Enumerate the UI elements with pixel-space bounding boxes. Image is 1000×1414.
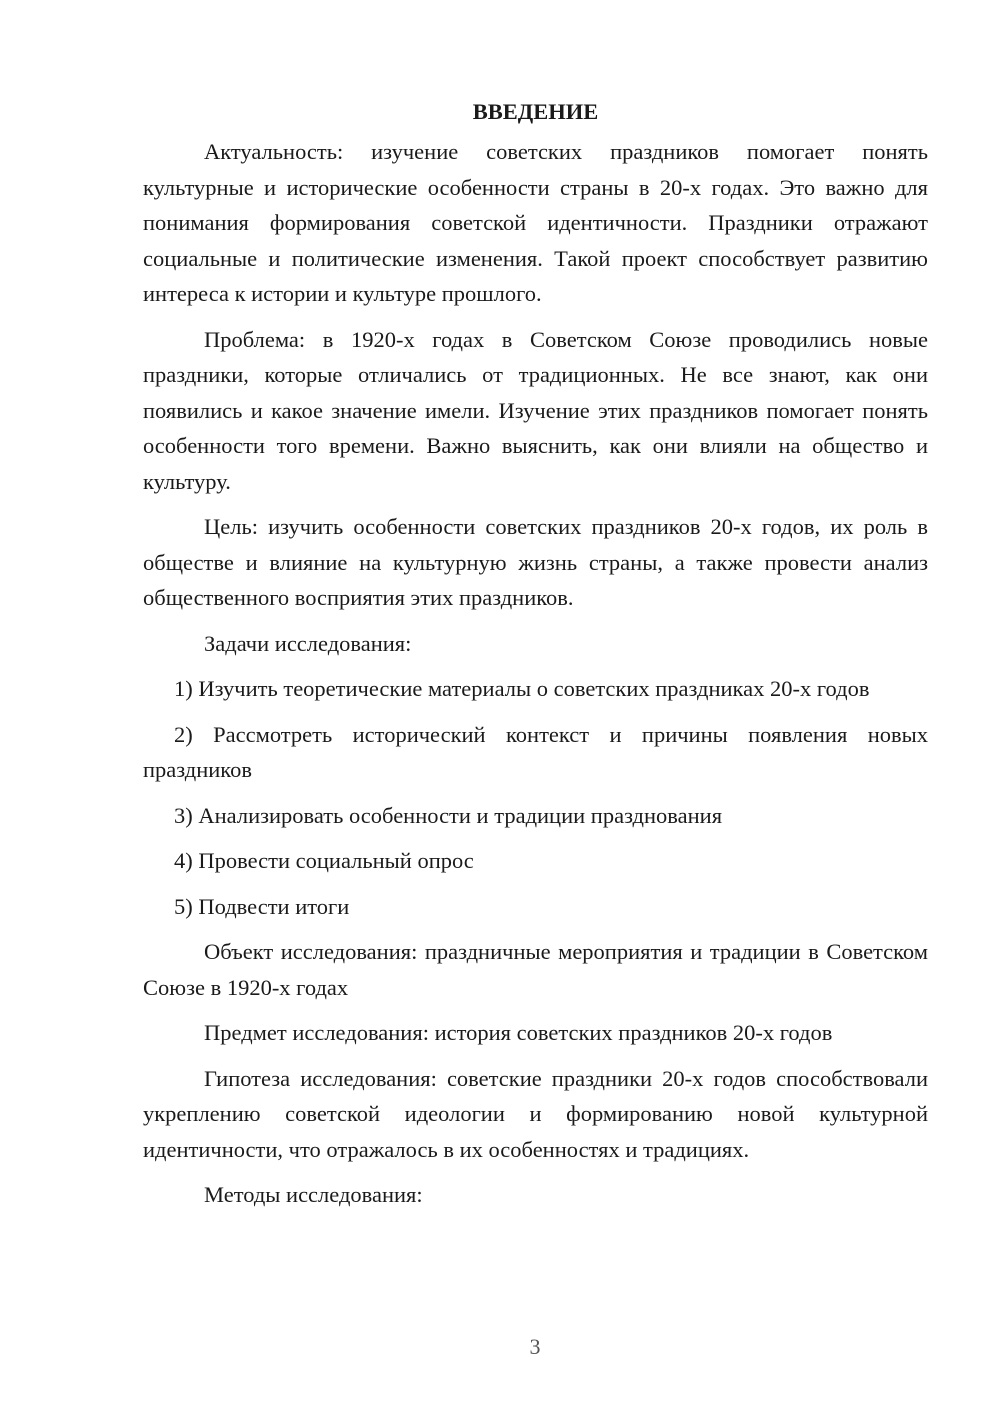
goal-paragraph: Цель: изучить особенности советских праздников 20-х годов, их роль в обществе и влияние на культурную жизнь страны, а также провести анализ общественного восприятия этих праздников. (143, 514, 928, 610)
task-item-4: 4) Провести социальный опрос (174, 848, 474, 873)
task-item-1: 1) Изучить теоретические материалы о советских праздниках 20-х годов (174, 676, 870, 701)
task-item-3: 3) Анализировать особенности и традиции празднования (174, 802, 723, 828)
hypothesis-paragraph: Гипотеза исследования: советские праздники 20-х годов способствовали укреплению советской идеологии и формированию новой культурной идентичности, что отражалось в их особенностях и традициях. (143, 1065, 928, 1162)
task-item-5: 5) Подвести итоги (174, 893, 350, 919)
subject-paragraph: Предмет исследования: история советских праздников 20-х годов (204, 1020, 833, 1045)
tasks-list (143, 671, 928, 924)
methods-heading: Методы исследования: (204, 1182, 423, 1207)
task-item-2: 2) Рассмотреть исторический контекст и причины появления новых праздников (143, 721, 928, 782)
section-title: ВВЕДЕНИЕ (472, 99, 599, 124)
page-number: 3 (529, 1334, 541, 1359)
tasks-heading: Задачи исследования: (204, 630, 412, 656)
object-paragraph: Объект исследования: праздничные мероприятия и традиции в Советском Союзе в 1920-х годах (143, 939, 928, 1000)
problem-paragraph: Проблема: в 1920-х годах в Советском Союзе проводились новые праздники, которые отличались от традиционных. Не все знают, как они появились и какое значение имели. Изучение этих праздников помогает понять особенности того времени. Важно выяснить, как они влияли на общество и культуру. (143, 326, 928, 494)
relevance-paragraph: Актуальность: изучение советских праздников помогает понять культурные и исторические особенности страны в 20-х годах. Это важно для понимания формирования советской идентичности. Праздники отражают социальные и политические изменения. Такой проект способствует развитию интереса к истории и культуре прошлого. (143, 139, 928, 306)
page-content (143, 96, 928, 1223)
